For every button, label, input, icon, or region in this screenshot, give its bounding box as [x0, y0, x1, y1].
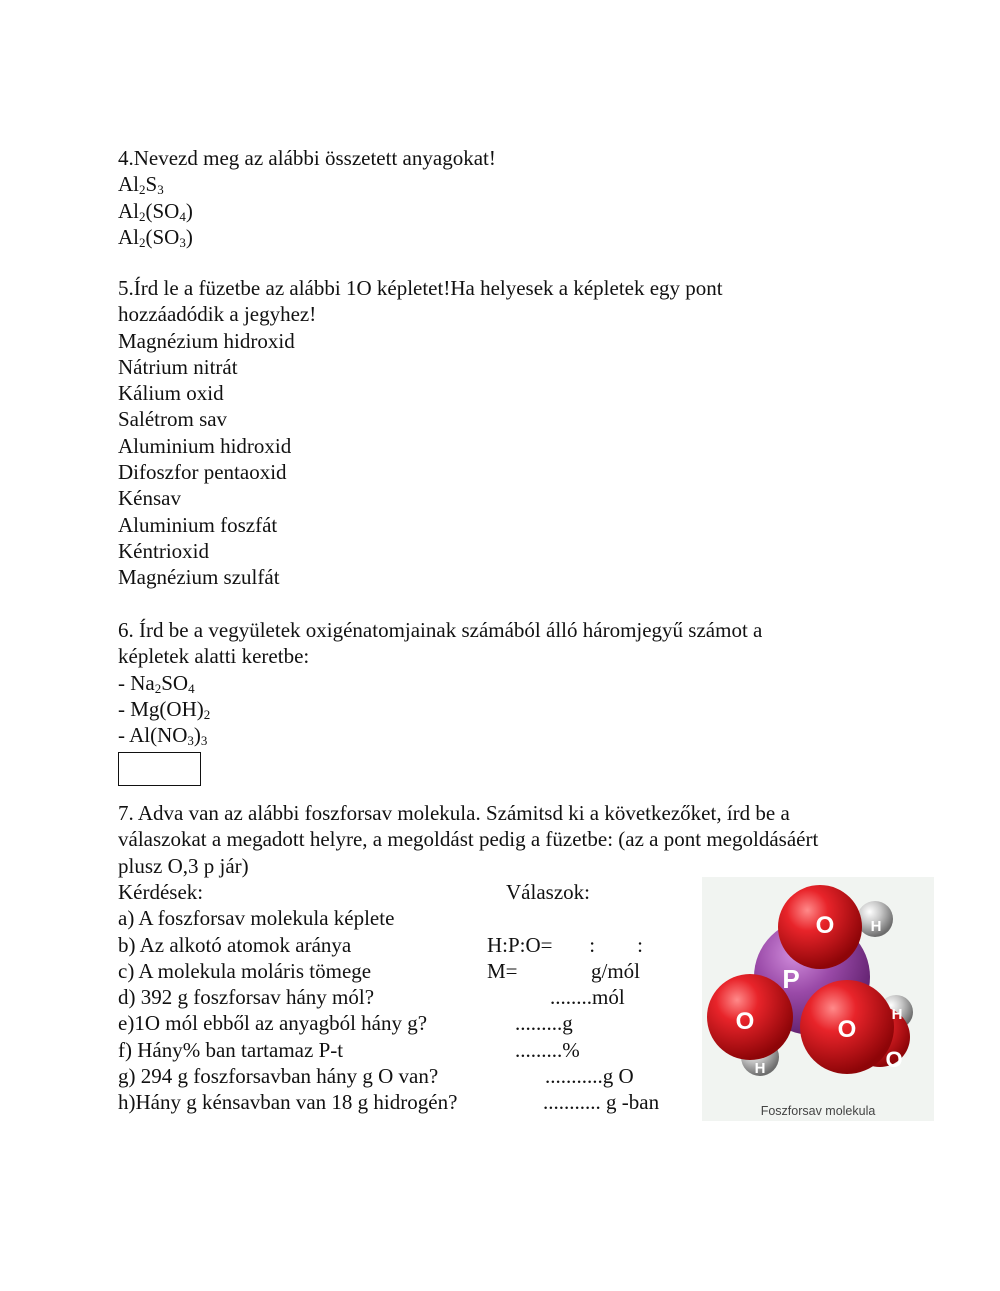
formula-line [118, 198, 818, 224]
questions-answers-table [118, 879, 698, 1116]
formula-text: - Na [118, 670, 155, 695]
list-item: Difoszfor pentaoxid [118, 460, 287, 485]
formula-line [118, 670, 838, 696]
question-7 [118, 800, 898, 879]
question-text: d) 392 g foszforsav hány mól? [118, 985, 375, 1010]
list-item: Aluminium foszfát [118, 512, 278, 537]
qa-header-row [118, 879, 698, 905]
question-text: g) 294 g foszforsavban hány g O van? [118, 1064, 439, 1089]
formula-text: ) [193, 723, 201, 748]
atom-label: H [870, 918, 882, 935]
qa-row [118, 1089, 698, 1115]
qa-row [118, 932, 698, 958]
formula-subscript: 3 [200, 733, 208, 749]
question-6 [118, 617, 838, 748]
formula-text: Al [118, 172, 139, 197]
formula-line [118, 224, 818, 250]
formula-subscript: 2 [139, 208, 146, 224]
question-7-title-cont: plusz O,3 p jár) [118, 853, 249, 878]
qa-row [118, 958, 698, 984]
formula-text: - Mg(OH) [118, 696, 204, 721]
atom-label: H [891, 1006, 903, 1023]
formula-text: (SO [145, 198, 180, 223]
question-text: f) Hány% ban tartamaz P-t [118, 1037, 344, 1062]
formula-text: - Al(NO [118, 723, 188, 748]
qa-row [118, 984, 698, 1010]
question-5-title: 5.Írd le a füzetbe az alábbi 1O képletet!Ha helyesek a képletek egy pont [118, 276, 723, 300]
question-4 [118, 145, 818, 250]
phosphoric-acid-molecule-image [702, 877, 934, 1121]
question-text: h)Hány g kénsavban van 18 g hidrogén? [118, 1090, 458, 1115]
list-item: Magnézium hidroxid [118, 328, 295, 353]
qa-row [118, 905, 698, 931]
formula-text: S [145, 172, 158, 197]
formula-line [118, 722, 838, 748]
answer-box[interactable] [118, 752, 201, 786]
formula-text: SO [161, 670, 189, 695]
answer-field[interactable]: .........% [515, 1037, 580, 1062]
formula-text: ) [185, 198, 193, 223]
list-item: Salétrom sav [118, 407, 228, 432]
formula-subscript: 2 [139, 234, 146, 250]
formula-text: (SO [145, 224, 180, 249]
question-7-title-cont: válaszokat a megadott helyre, a megoldást pedig a füzetbe: (az a pont megoldásáért [118, 827, 819, 852]
figure-caption: Foszforsav molekula [760, 1104, 876, 1118]
answer-field[interactable]: H:P:O= : : [487, 932, 643, 957]
answer-field[interactable]: ........mól [550, 985, 625, 1010]
atom-label: O [735, 1008, 755, 1035]
question-7-title: 7. Adva van az alábbi foszforsav molekula. Számitsd ki a következőket, írd be a [118, 801, 790, 825]
questions-header: Kérdések: [118, 880, 204, 904]
formula-text: Al [118, 198, 139, 223]
answer-field[interactable]: M= g/mól [487, 958, 641, 983]
list-item: Kénsav [118, 486, 181, 511]
molecule-illustration [702, 877, 934, 1097]
formula-subscript: 4 [188, 680, 195, 696]
list-item: Kéntrioxid [118, 538, 209, 563]
list-item: Magnézium szulfát [118, 565, 280, 590]
question-6-title: 6. Írd be a vegyületek oxigénatomjainak számából álló háromjegyű számot a [118, 618, 763, 642]
formula-line [118, 696, 838, 722]
qa-row [118, 1010, 698, 1036]
question-text: e)1O mól ebből az anyagból hány g? [118, 1011, 428, 1036]
question-6-title-cont: képletek alatti keretbe: [118, 644, 310, 669]
answer-field[interactable]: .........g [515, 1011, 573, 1036]
question-text: b) Az alkotó atomok aránya [118, 932, 352, 957]
atom-label: H [754, 1060, 766, 1077]
formula-text: ) [185, 224, 193, 249]
question-4-title: 4.Nevezd meg az alábbi összetett anyagokat! [118, 146, 496, 170]
atom-label: O [837, 1016, 857, 1043]
formula-subscript: 4 [179, 208, 186, 224]
formula-subscript: 3 [157, 182, 164, 198]
formula-text: Al [118, 224, 139, 249]
formula-subscript: 3 [179, 234, 186, 250]
formula-subscript: 2 [203, 706, 211, 722]
question-text: c) A molekula moláris tömege [118, 958, 372, 983]
atom-label: O [815, 912, 835, 939]
formula-subscript: 2 [139, 182, 146, 198]
list-item: Aluminium hidroxid [118, 433, 292, 458]
formula-line [118, 171, 818, 197]
question-5 [118, 275, 838, 591]
answer-field[interactable]: ........... g -ban [543, 1090, 660, 1115]
atom-label: O [885, 1047, 903, 1072]
formula-subscript: 2 [154, 680, 162, 696]
question-5-title-cont: hozzáadódik a jegyhez! [118, 302, 317, 327]
qa-row [118, 1063, 698, 1089]
answer-field[interactable]: ...........g O [545, 1064, 634, 1089]
answers-header: Válaszok: [506, 880, 590, 904]
question-text: a) A foszforsav molekula képlete [118, 906, 395, 931]
list-item: Nátrium nitrát [118, 354, 238, 379]
atom-label: P [782, 964, 800, 994]
formula-subscript: 3 [187, 733, 194, 749]
list-item: Kálium oxid [118, 381, 224, 406]
qa-row [118, 1037, 698, 1063]
